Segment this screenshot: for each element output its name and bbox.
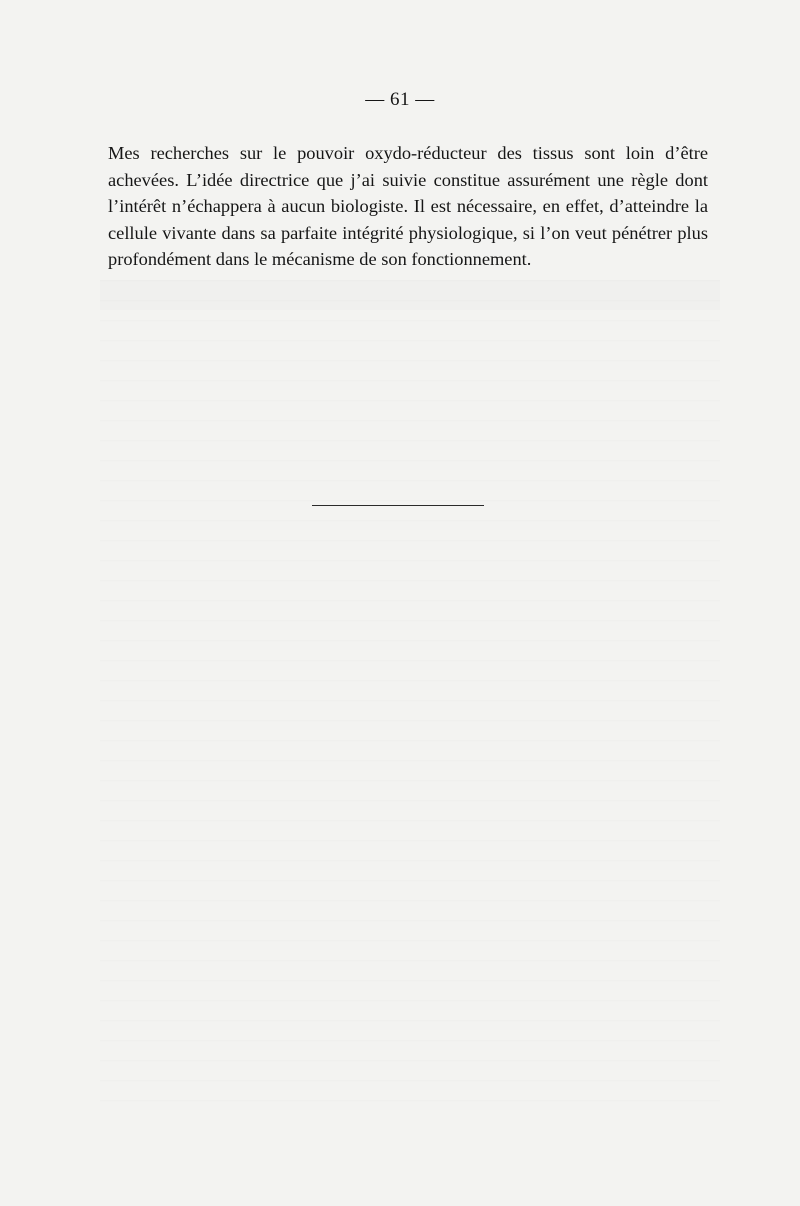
section-divider (312, 505, 484, 506)
page-number: — 61 — (365, 89, 435, 110)
bleed-through-title-band (100, 280, 720, 310)
body-paragraph: Mes recherches sur le pouvoir oxydo-réducteur des tissus sont loin d’être achevées. L’idée directrice que j’ai suivie constitue assurément une règle dont l’intérêt n’échappera à aucun biologiste. Il est nécessaire, en effet, d’atteindre la cellule vivante dans sa parfaite intégrité physiologique, si l’on veut pénétrer plus profondément dans le mécanisme de son fonctionnement. (108, 143, 708, 269)
bleed-through-background (100, 280, 720, 1120)
